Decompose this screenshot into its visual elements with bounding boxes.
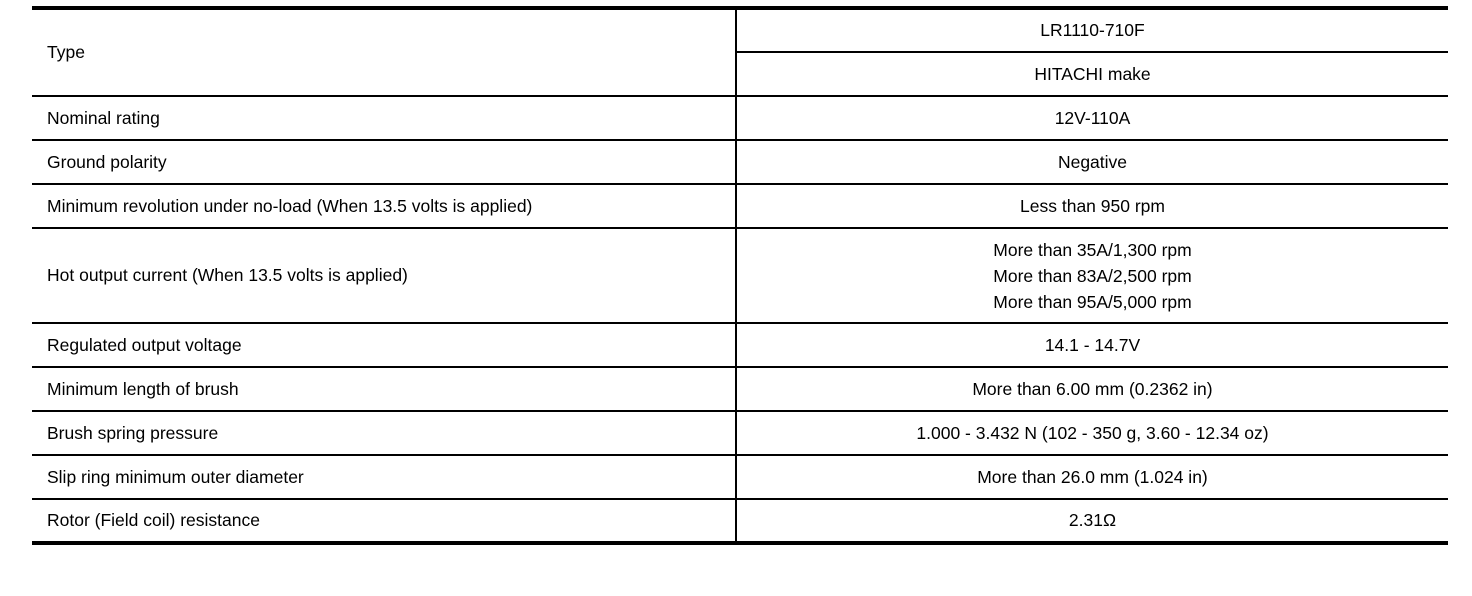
table-row <box>32 228 1448 323</box>
row-value: More than 26.0 mm (1.024 in) <box>736 455 1448 499</box>
row-value: 14.1 - 14.7V <box>736 323 1448 367</box>
table-row <box>32 411 1448 455</box>
row-label: Ground polarity <box>32 140 736 184</box>
row-label: Hot output current (When 13.5 volts is applied) <box>32 228 736 323</box>
row-value: 12V-110A <box>736 96 1448 140</box>
table-row <box>32 323 1448 367</box>
row-label: Regulated output voltage <box>32 323 736 367</box>
table-row <box>32 140 1448 184</box>
row-label: Minimum length of brush <box>32 367 736 411</box>
row-value: Negative <box>736 140 1448 184</box>
table-row <box>32 499 1448 543</box>
type-make-value: HITACHI make <box>736 52 1448 96</box>
value-line: More than 83A/2,500 rpm <box>993 265 1192 286</box>
row-value: 2.31Ω <box>736 499 1448 543</box>
value-line: More than 35A/1,300 rpm <box>993 239 1192 260</box>
value-line: More than 95A/5,000 rpm <box>993 291 1192 312</box>
table-row <box>32 96 1448 140</box>
row-value: 1.000 - 3.432 N (102 - 350 g, 3.60 - 12.34 oz) <box>736 411 1448 455</box>
type-model-value: LR1110-710F <box>736 8 1448 52</box>
type-label: Type <box>47 42 85 62</box>
table-row <box>32 367 1448 411</box>
row-value-multiline <box>736 228 1448 323</box>
table-row <box>32 455 1448 499</box>
table-row <box>32 8 1448 52</box>
row-label: Slip ring minimum outer diameter <box>32 455 736 499</box>
row-label: Brush spring pressure <box>32 411 736 455</box>
table-row <box>32 184 1448 228</box>
row-value: More than 6.00 mm (0.2362 in) <box>736 367 1448 411</box>
row-label: Nominal rating <box>32 96 736 140</box>
row-label: Rotor (Field coil) resistance <box>32 499 736 543</box>
row-value: Less than 950 rpm <box>736 184 1448 228</box>
alternator-spec-table <box>32 6 1448 545</box>
row-label: Minimum revolution under no-load (When 13.5 volts is applied) <box>32 184 736 228</box>
